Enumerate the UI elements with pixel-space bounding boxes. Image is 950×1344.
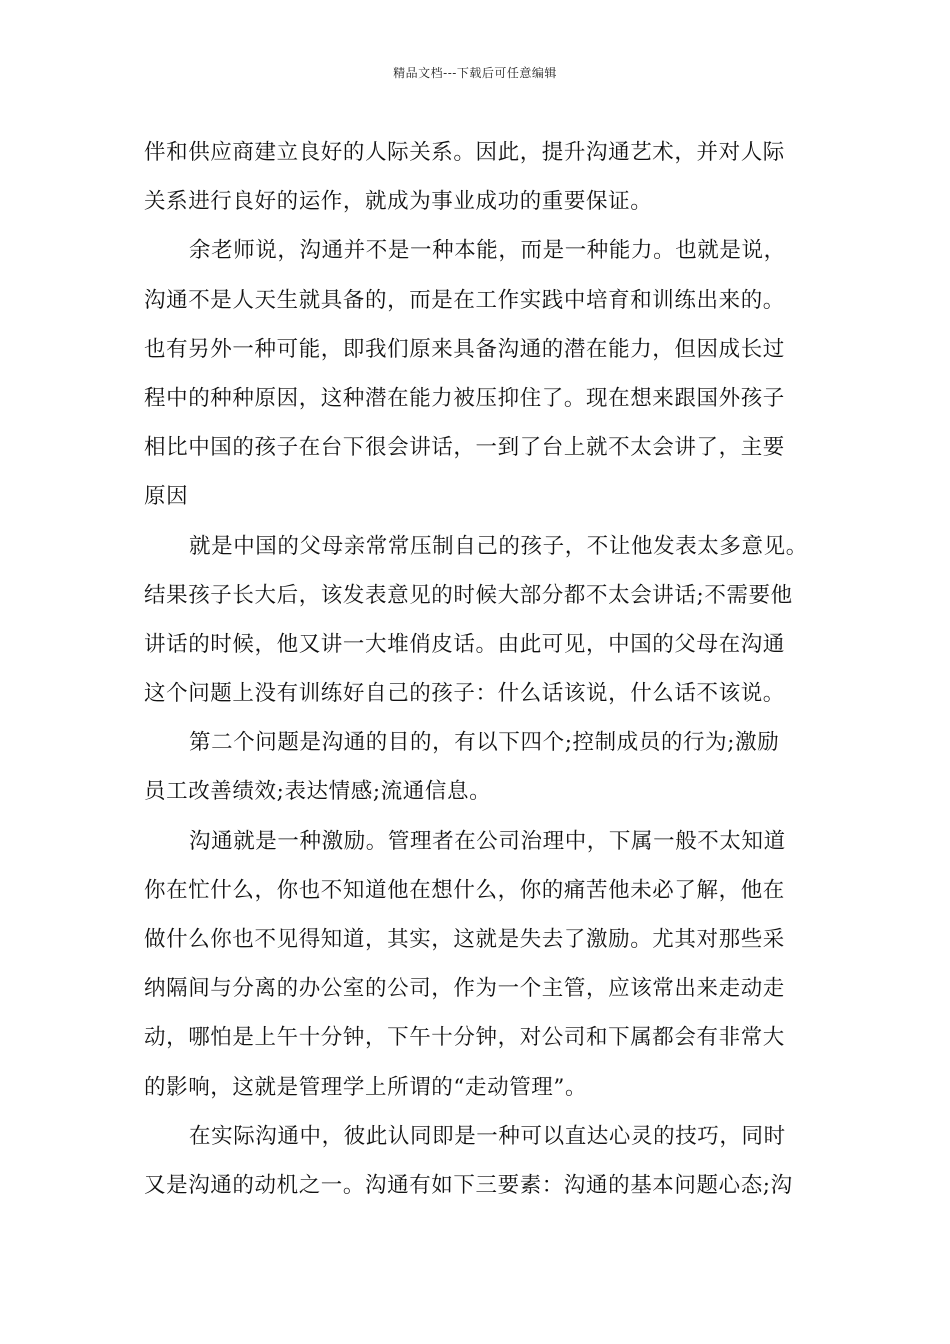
text-line: 动，哪怕是上午十分钟，下午十分钟，对公司和下属都会有非常大 xyxy=(144,1025,785,1051)
text-line: 结果孩子长大后，该发表意见的时候大部分都不太会讲话;不需要他 xyxy=(144,582,793,608)
page-header: 精品文档---下载后可任意编辑 xyxy=(393,66,557,80)
text-line: 沟通不是人天生就具备的，而是在工作实践中培育和训练出来的。 xyxy=(144,287,785,313)
text-line: 余老师说，沟通并不是一种本能，而是一种能力。也就是说， xyxy=(189,238,786,264)
text-line: 讲话的时候，他又讲一大堆俏皮话。由此可见，中国的父母在沟通 xyxy=(144,631,785,657)
text-line: 纳隔间与分离的办公室的公司，作为一个主管，应该常出来走动走 xyxy=(144,976,785,1002)
text-line: 这个问题上没有训练好自己的孩子：什么话该说，什么话不该说。 xyxy=(144,681,785,707)
text-line: 相比中国的孩子在台下很会讲话，一到了台上就不太会讲了，主要 xyxy=(144,435,785,461)
text-line: 就是中国的父母亲常常压制自己的孩子，不让他发表太多意见。 xyxy=(189,533,808,559)
text-line: 员工改善绩效;表达情感;流通信息。 xyxy=(144,779,492,805)
text-line: 的影响，这就是管理学上所谓的“走动管理”。 xyxy=(144,1074,588,1100)
text-line: 沟通就是一种激励。管理者在公司治理中，下属一般不太知道 xyxy=(189,828,786,854)
text-line: 关系进行良好的运作，就成为事业成功的重要保证。 xyxy=(144,189,653,215)
text-line: 做什么你也不见得知道，其实，这就是失去了激励。尤其对那些采 xyxy=(144,927,785,952)
text-line: 你在忙什么，你也不知道他在想什么，你的痛苦他未必了解，他在 xyxy=(144,877,785,903)
text-line: 程中的种种原因，这种潜在能力被压抑住了。现在想来跟国外孩子 xyxy=(144,385,785,411)
document-body xyxy=(144,128,814,1210)
text-line: 原因 xyxy=(144,484,189,510)
text-line: 在实际沟通中，彼此认同即是一种可以直达心灵的技巧，同时 xyxy=(189,1123,786,1149)
text-line: 伴和供应商建立良好的人际关系。因此，提升沟通艺术，并对人际 xyxy=(144,140,785,165)
text-line: 第二个问题是沟通的目的，有以下四个;控制成员的行为;激励 xyxy=(189,730,780,756)
text-line: 又是沟通的动机之一。沟通有如下三要素：沟通的基本问题心态;沟 xyxy=(144,1172,793,1198)
text-line: 也有另外一种可能，即我们原来具备沟通的潜在能力，但因成长过 xyxy=(144,336,785,362)
